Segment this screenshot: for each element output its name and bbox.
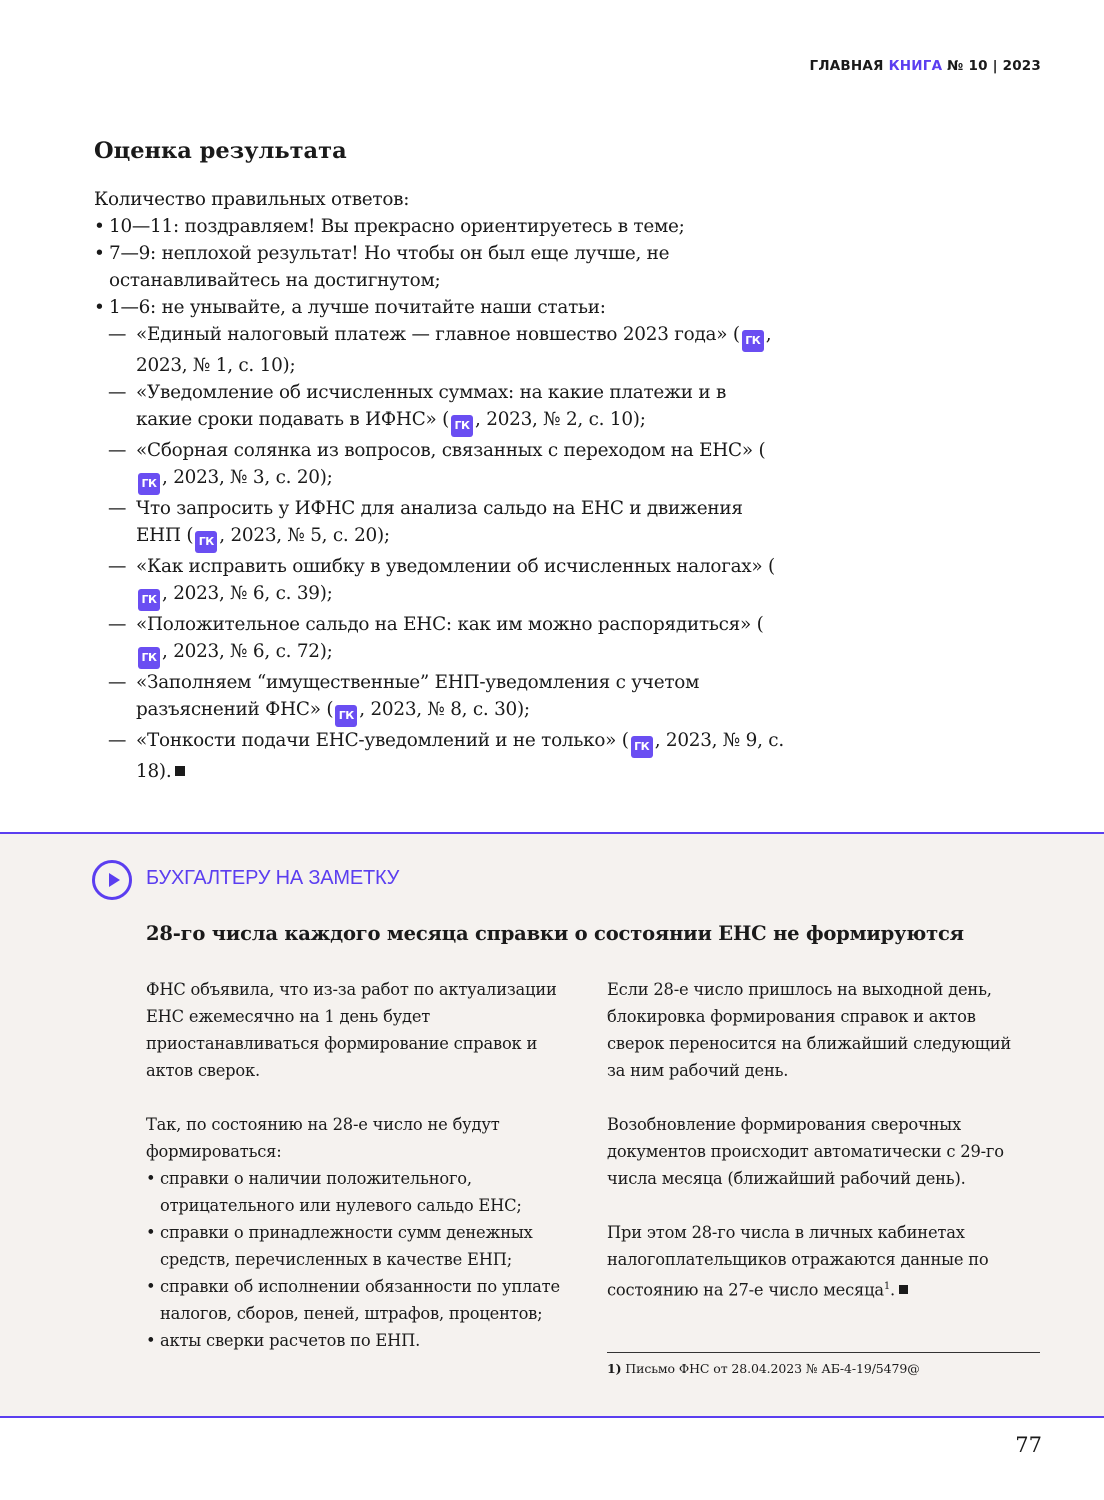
gk-logo-icon: ГК [451, 415, 473, 437]
sentence-end: . [890, 1280, 896, 1300]
article-ref: , 2023, № 8, с. 30); [359, 699, 530, 720]
article-ref: , 2023, № 6, с. 72); [162, 641, 333, 662]
list-item: • справки об исполнении обязанности по уплате налогов, сборов, пеней, штрафов, процентов; [146, 1273, 571, 1327]
article-ref: , 2023, № 5, с. 20); [219, 525, 390, 546]
footnote-text: Письмо ФНС от 28.04.2023 № АБ-4-19/5479@ [621, 1361, 920, 1376]
list-item: • справки о принадлежности сумм денежных средств, перечисленных в качестве ЕНП; [146, 1219, 571, 1273]
note-paragraph-last [607, 1219, 1032, 1303]
note-paragraph: Возобновление формирования сверочных документов происходит автоматически с 29-го числа месяца (ближайший рабочий день). [607, 1115, 1004, 1188]
article-ref: , 2023, № 6, с. 39); [162, 583, 333, 604]
footnote-number: 1) [607, 1361, 622, 1376]
list-item: • справки о наличии положительного, отрицательного или нулевого сальдо ЕНС; [146, 1165, 571, 1219]
gk-logo-icon: ГК [138, 473, 160, 495]
note-paragraph: ФНС объявила, что из-за работ по актуализации ЕНС ежемесячно на 1 день будет приостанавливаться формирование справок и актов сверок. [146, 980, 557, 1080]
article-list [94, 321, 784, 785]
article-title: «Как исправить ошибку в уведомлении об исчисленных налогах» ( [136, 556, 775, 577]
article-item [94, 553, 784, 611]
results-body [94, 186, 784, 785]
gk-logo-icon: ГК [138, 589, 160, 611]
list-item: • акты сверки расчетов по ЕНП. [146, 1327, 571, 1354]
score-item-low: • 1—6: не унывайте, а лучше почитайте наши статьи: [94, 294, 784, 321]
note-paragraph-text: При этом 28-го числа в личных кабинетах налогоплательщиков отражаются данные по состоянию на 27-е число месяца [607, 1223, 989, 1300]
article-title: «Единый налоговый платеж — главное новшество 2023 года» ( [136, 324, 740, 345]
article-ref: , 2023, № 2, с. 10); [475, 409, 646, 430]
note-title: 28-го числа каждого месяца справки о состоянии ЕНС не формируются [146, 922, 964, 945]
section-title: Оценка результата [94, 138, 347, 164]
note-right-column [607, 976, 1032, 1330]
article-item [94, 669, 784, 727]
article-item [94, 611, 784, 669]
certificate-list [146, 1165, 571, 1354]
article-title: «Тонкости подачи ЕНС-уведомлений и не только» ( [136, 730, 629, 751]
footnote [607, 1352, 1040, 1376]
gk-logo-icon: ГК [631, 736, 653, 758]
gk-logo-icon: ГК [335, 705, 357, 727]
article-title: Что запросить у ИФНС для анализа сальдо на ЕНС и движения ЕНП ( [136, 498, 743, 546]
play-circle-icon [92, 860, 132, 900]
accountant-note-box [0, 832, 1104, 1418]
issue-number: № 10 | 2023 [947, 58, 1041, 74]
note-left-column [146, 976, 571, 1354]
end-mark-icon [899, 1285, 908, 1294]
article-item [94, 727, 784, 785]
score-list [94, 213, 784, 321]
article-title: «Заполняем “имущественные” ЕНП-уведомления с учетом разъяснений ФНС» ( [136, 672, 700, 720]
article-item [94, 437, 784, 495]
gk-logo-icon: ГК [138, 647, 160, 669]
article-item [94, 321, 784, 379]
article-title: «Уведомление об исчисленных суммах: на какие платежи и в какие сроки подавать в ИФНС» ( [136, 382, 727, 430]
article-ref: , 2023, № 9, с. 18). [136, 730, 784, 782]
article-ref: , 2023, № 1, с. 10); [136, 324, 772, 376]
end-mark-icon [175, 766, 185, 776]
brand-name-part1: ГЛАВНАЯ [809, 58, 884, 74]
footnote-ref: 1 [883, 1281, 891, 1292]
brand-name-part2: КНИГА [888, 58, 943, 74]
article-item [94, 495, 784, 553]
article-title: «Сборная солянка из вопросов, связанных с переходом на ЕНС» ( [136, 440, 766, 461]
note-paragraph: Так, по состоянию на 28-е число не будут формироваться: [146, 1115, 500, 1161]
note-label: БУХГАЛТЕРУ НА ЗАМЕТКУ [146, 867, 400, 889]
article-title: «Положительное сальдо на ЕНС: как им можно распорядиться» ( [136, 614, 764, 635]
note-paragraph: Если 28-е число пришлось на выходной день, блокировка формирования справок и актов сверок переносится на ближайший следующий за ним рабочий день. [607, 980, 1012, 1080]
score-item-high: • 10—11: поздравляем! Вы прекрасно ориентируетесь в теме; [94, 213, 784, 240]
score-item-mid: • 7—9: неплохой результат! Но чтобы он был еще лучше, не останавливайтесь на достигнутом; [94, 240, 784, 294]
page-number: 77 [1015, 1433, 1042, 1457]
gk-logo-icon: ГК [195, 531, 217, 553]
journal-header [810, 58, 1041, 74]
article-ref: , 2023, № 3, с. 20); [162, 467, 333, 488]
gk-logo-icon: ГК [742, 330, 764, 352]
results-intro: Количество правильных ответов: [94, 189, 410, 210]
article-item [94, 379, 784, 437]
